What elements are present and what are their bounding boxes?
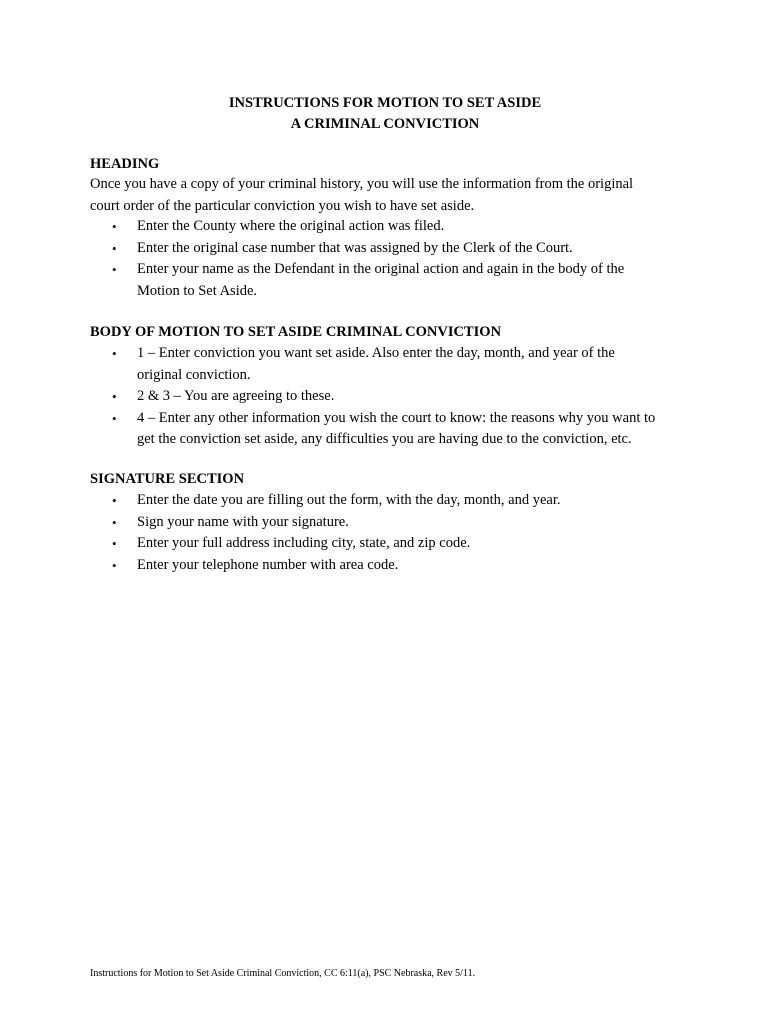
page-footer: Instructions for Motion to Set Aside Criminal Conviction, CC 6:11(a), PSC Nebraska, Rev 5/11. [90,968,476,979]
section-heading-title: HEADING [90,156,160,172]
list-item-text: Sign your name with your signature. [137,513,349,530]
list-item [90,555,710,577]
list-item-text: Enter your full address including city, state, and zip code. [137,535,471,551]
bullet-icon: • [112,410,117,426]
section-signature-title: SIGNATURE SECTION [90,471,245,487]
list-item-text: 4 – Enter any other information you wish the court to know: the reasons why you want to [137,409,656,426]
list-item-text: Enter your telephone number with area code. [137,556,399,573]
list-item-text: Enter the County where the original action was filed. [137,218,445,234]
bullet-icon: • [112,262,117,277]
list-item [90,343,710,386]
bullet-icon: • [112,536,117,551]
body-bullet-list [90,343,710,451]
list-item-text: Motion to Set Aside. [137,282,258,299]
list-item [90,490,710,512]
list-item [90,533,710,555]
bullet-icon: • [112,346,117,361]
list-item [90,408,710,451]
section-body-title: BODY OF MOTION TO SET ASIDE CRIMINAL CONVICTION [90,324,502,340]
bullet-icon: • [112,219,117,234]
bullet-icon: • [112,493,117,508]
list-item-text: Enter the date you are filling out the form, with the day, month, and year. [137,492,561,508]
heading-intro-line: court order of the particular conviction you wish to have set aside. [90,197,475,214]
heading-intro-paragraph [90,174,690,217]
document-title-line-2: A CRIMINAL CONVICTION [290,116,480,132]
list-item-text: get the conviction set aside, any difficulties you are having due to the conviction, etc. [137,431,632,447]
list-item [90,259,710,302]
signature-bullet-list [90,490,710,576]
bullet-icon: • [112,389,117,404]
heading-bullet-list [90,216,710,302]
list-item-text: Enter the original case number that was assigned by the Clerk of the Court. [137,239,573,256]
bullet-icon: • [112,557,117,573]
bullet-icon: • [112,514,117,530]
list-item-text: 1 – Enter conviction you want set aside. Also enter the day, month, and year of the [137,345,615,361]
list-item [90,216,710,238]
heading-intro-line: Once you have a copy of your criminal history, you will use the information from the original [90,176,634,192]
list-item-text: Enter your name as the Defendant in the original action and again in the body of the [137,261,625,277]
list-item [90,512,710,534]
bullet-icon: • [112,240,117,256]
list-item-text: original conviction. [137,366,251,383]
list-item [90,386,710,408]
list-item-text: 2 & 3 – You are agreeing to these. [137,388,335,404]
document-title-line-1: INSTRUCTIONS FOR MOTION TO SET ASIDE [228,95,542,111]
list-item [90,238,710,260]
